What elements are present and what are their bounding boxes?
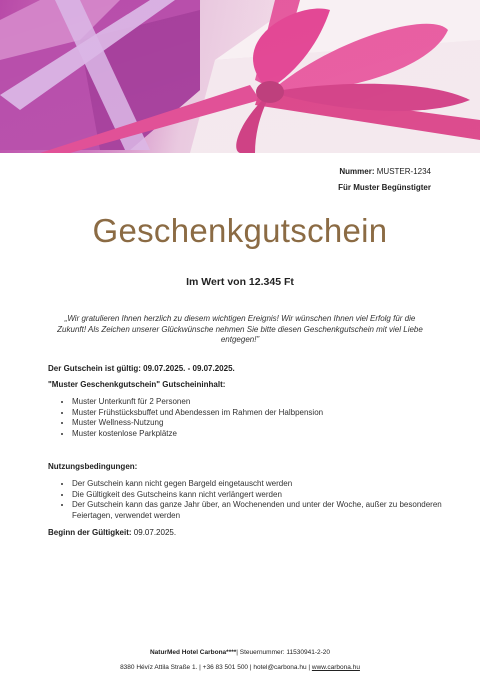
voucher-number <box>339 167 431 176</box>
list-item: • Der Gutschein kann nicht gegen Bargeld eingetauscht werden <box>72 479 452 490</box>
gift-header-image <box>0 0 480 153</box>
voucher-number-value: MUSTER-1234 <box>376 167 431 176</box>
list-item: • Muster Frühstücksbuffet und Abendessen im Rahmen der Halbpension <box>72 408 452 419</box>
footer-address: 8380 Hévíz Attila Straße 1. | +36 83 501 500 | hotel@carbona.hu | <box>120 664 311 671</box>
validity-start <box>48 528 176 537</box>
footer-tax-number: | Steuernummer: 11530941-2-20 <box>236 649 331 656</box>
footer-hotel-line <box>0 649 480 656</box>
content-heading: "Muster Geschenkgutschein" Gutscheininhalt: <box>48 380 226 389</box>
list-item: • Der Gutschein kann das ganze Jahr über, an Wochenenden und unter der Woche, außer zu besonderen Feiertagen, verwendet werden <box>72 500 452 521</box>
content-list <box>52 397 452 439</box>
footer-contact-line <box>0 664 480 671</box>
congratulation-quote: „Wir gratulieren Ihnen herzlich zu diesem wichtigen Ereignis! Wir wünschen Ihnen viel Erfolg für die Zukunft! Als Zeichen unserer Glückwünsche nehmen Sie bitte diesen Geschenkgutschein mit viel Liebe entgegen!” <box>57 314 423 344</box>
list-item: • Muster kostenlose Parkplätze <box>72 429 452 440</box>
validity-period: Der Gutschein ist gültig: 09.07.2025. - 09.07.2025. <box>48 364 235 373</box>
validity-start-label: Beginn der Gültigkeit: <box>48 528 132 537</box>
voucher-value: Im Wert von 12.345 Ft <box>186 276 294 288</box>
footer-website-link[interactable]: www.carbona.hu <box>311 664 360 671</box>
voucher-number-label: Nummer: <box>339 167 375 176</box>
beneficiary: Für Muster Begünstigter <box>338 183 431 192</box>
list-item: • Muster Wellness-Nutzung <box>72 418 452 429</box>
list-item: • Muster Unterkunft für 2 Personen <box>72 397 452 408</box>
footer-hotel-name: NaturMed Hotel Carbona**** <box>149 649 237 656</box>
list-item: • Die Gültigkeit des Gutscheins kann nicht verlängert werden <box>72 490 452 501</box>
validity-start-value: 09.07.2025. <box>133 528 177 537</box>
gift-box-illustration <box>0 0 480 153</box>
terms-list <box>52 479 452 521</box>
terms-heading: Nutzungsbedingungen: <box>48 462 138 471</box>
voucher-title: Geschenkgutschein <box>92 212 388 249</box>
